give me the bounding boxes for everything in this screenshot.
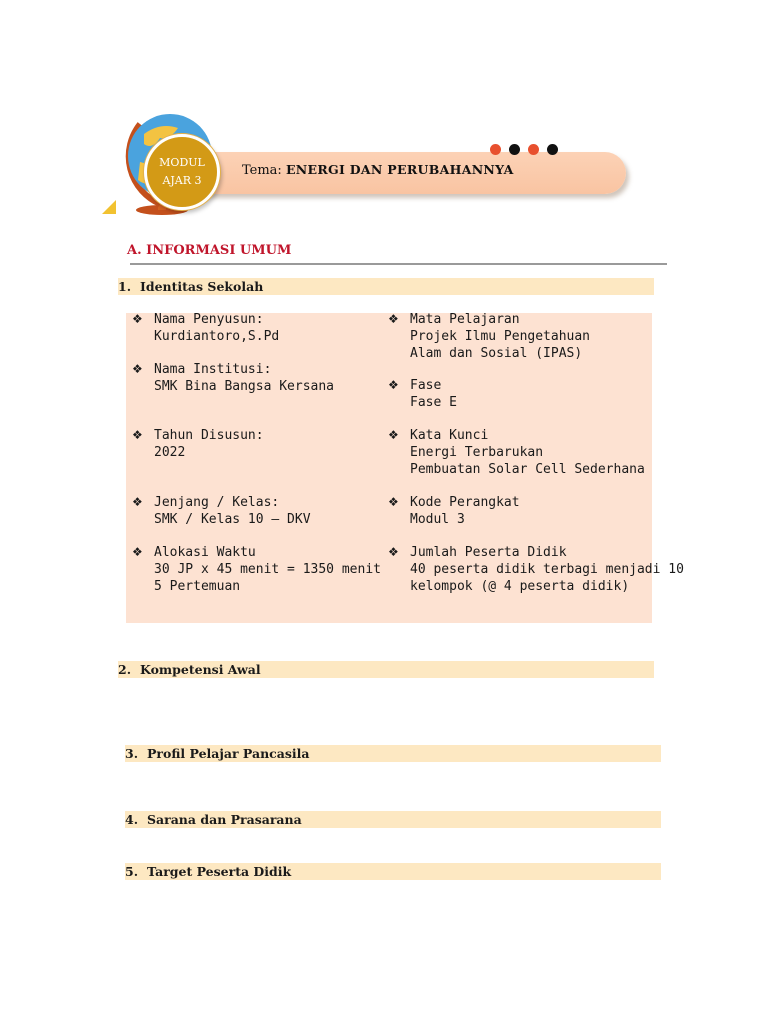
subsection-label: Kompetensi Awal [140,662,261,677]
info-value: 40 peserta didik terbagi menjadi 10 [410,562,684,577]
subsection-number: 1. [118,279,132,294]
info-value: SMK Bina Bangsa Kersana [154,379,335,394]
subsection-3 [125,745,661,762]
info-label: Jumlah Peserta Didik [410,545,567,560]
section-divider [130,263,667,265]
subsection-label: Target Peserta Didik [147,864,292,879]
info-value: Projek Ilmu Pengetahuan [410,329,591,344]
theme-title [242,162,514,178]
info-value: Energi Terbarukan [410,445,544,460]
subsection-number: 3. [125,746,139,761]
info-value: Kurdiantoro,S.Pd [154,329,280,344]
info-value: SMK / Kelas 10 – DKV [154,512,311,527]
subsection-1 [118,278,654,295]
info-label: Fase [410,378,442,393]
badge-line-2: AJAR 3 [162,174,202,187]
badge-line-1: MODUL [159,156,205,169]
info-label: Kode Perangkat [410,495,520,510]
subsection-label: Profil Pelajar Pancasila [147,746,310,761]
theme-value: ENERGI DAN PERUBAHANNYA [285,162,514,177]
bullet-icon: ❖ [388,312,399,326]
bullet-icon: ❖ [388,378,399,392]
info-label: Nama Institusi: [154,362,272,377]
info-value: Modul 3 [410,512,465,527]
bullet-icon: ❖ [388,495,399,509]
subsection-number: 2. [118,662,132,677]
bullet-icon: ❖ [388,428,399,442]
theme-label: Tema: [242,163,282,178]
subsection-label: Sarana dan Prasarana [147,812,302,827]
info-value: kelompok (@ 4 peserta didik) [410,579,630,594]
bullet-icon: ❖ [132,312,143,326]
dot-icon [528,144,539,155]
info-label: Nama Penyusun: [154,312,264,327]
info-value: Alam dan Sosial (IPAS) [410,346,583,361]
subsection-number: 5. [125,864,139,879]
section-a-title: A. INFORMASI UMUM [127,243,292,258]
info-value: Pembuatan Solar Cell Sederhana [410,462,645,477]
subsection-4 [125,811,661,828]
info-label: Mata Pelajaran [410,312,520,327]
info-value: 5 Pertemuan [154,579,241,594]
info-label: Alokasi Waktu [154,545,256,560]
subsection-number: 4. [125,812,139,827]
subsection-5 [125,863,661,880]
module-badge [144,134,220,210]
subsection-2 [118,661,654,678]
bullet-icon: ❖ [132,545,143,559]
subsection-label: Identitas Sekolah [140,279,264,294]
bullet-icon: ❖ [388,545,399,559]
dot-icon [547,144,558,155]
info-value: Fase E [410,395,457,410]
dot-icon [509,144,520,155]
corner-triangle-icon [102,200,116,214]
info-value: 2022 [154,445,186,460]
bullet-icon: ❖ [132,428,143,442]
dot-icon [490,144,501,155]
info-label: Kata Kunci [410,428,489,443]
info-label: Tahun Disusun: [154,428,264,443]
bullet-icon: ❖ [132,362,143,376]
info-label: Jenjang / Kelas: [154,495,280,510]
info-value: 30 JP x 45 menit = 1350 menit [154,562,381,577]
identitas-box [126,312,684,623]
bullet-icon: ❖ [132,495,143,509]
